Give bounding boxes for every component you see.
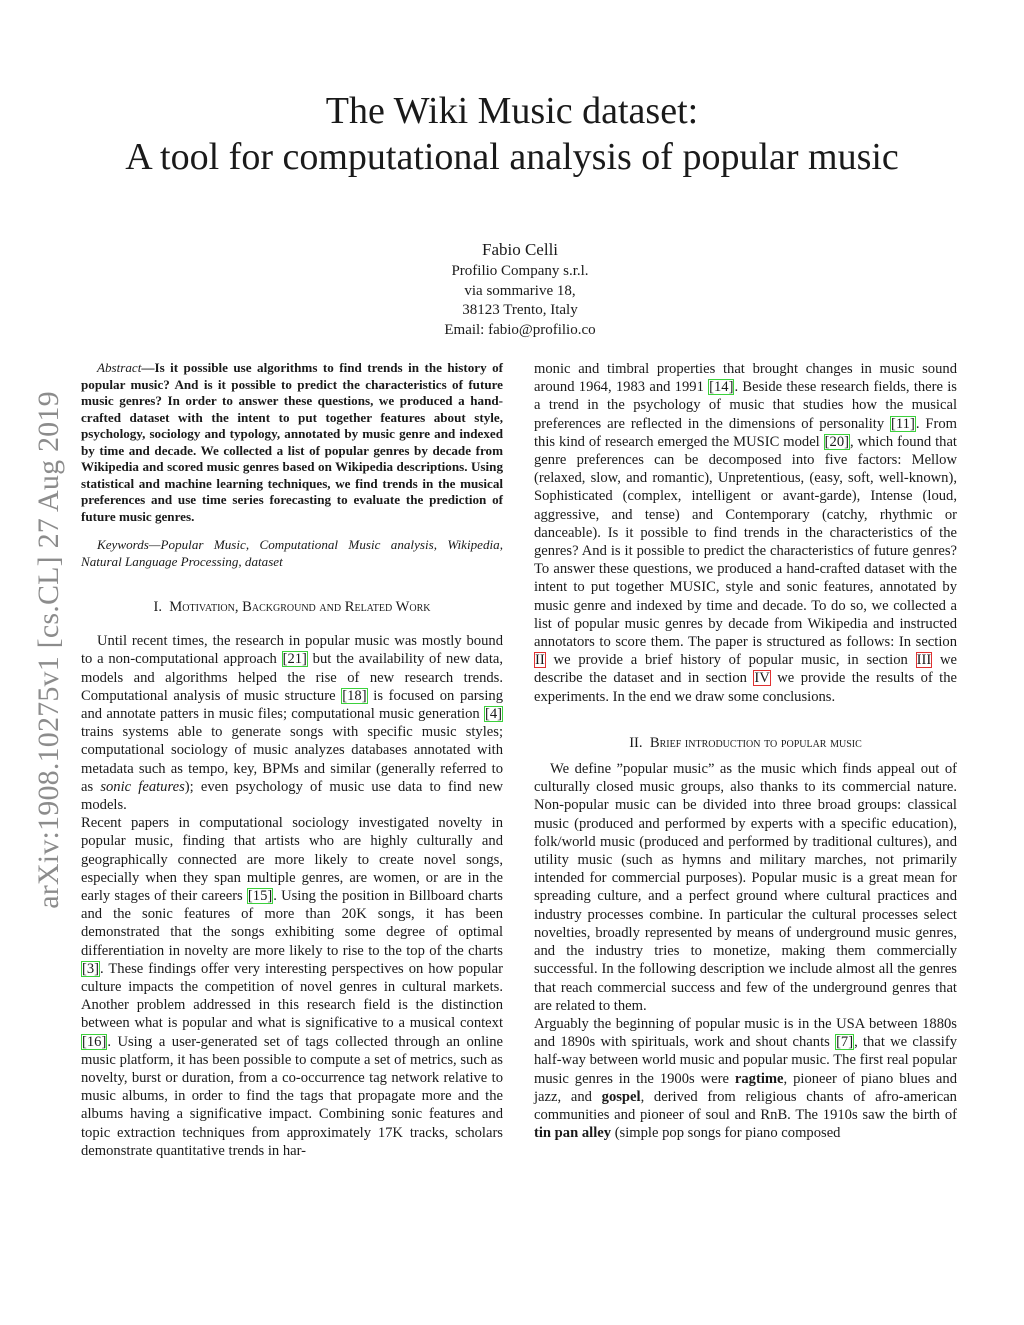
abstract: Abstract—Is it possible use algorithms to find trends in the history of popular music? And is it possible to predict the characteristics of future music genres? In order to answer these questions, we produced a hand-crafted dataset with the intent to put together features about style, psychology, sociology and typology, annotated by music genre and indexed by time and decade. We collected a list of popular genres by decade from Wikipedia and scored music genres based on Wikipedia descriptions. Using statistical and machine learning techniques, we find trends in the musical preferences and use time series forecasting to evaluate the prediction of future music genres. — [81, 360, 503, 524]
citation-link[interactable]: [16] — [82, 1033, 107, 1050]
citation-link[interactable]: [21] — [282, 651, 307, 668]
abstract-label: Abstract — [97, 360, 142, 375]
citation-link[interactable]: [11] — [891, 415, 915, 432]
left-column — [81, 360, 503, 1160]
title-line-1: The Wiki Music dataset: — [325, 90, 699, 132]
section-1-paragraph-1: Until recent times, the research in popular music was mostly bound to a non-computational approach [21] but the availability of new data, models and algorithms helped the rise of new research trends. Computational analysis of music structure [18] is focused on parsing and annotate patters in music files; computational music generation [4] trains systems able to generate songs with specific music styles; computational sociology of music analyzes databases annotated with metadata such as tempo, key, BPMs and similar (generally referred to as sonic features); even psychology of music use data to find new models. — [81, 633, 503, 814]
arxiv-stamp: arXiv:1908.10275v1 [cs.CL] 27 Aug 2019 — [32, 391, 65, 909]
title-line-2: A tool for computational analysis of popular music — [125, 136, 899, 178]
genre-tin-pan-alley: tin pan alley — [534, 1125, 612, 1142]
author-block — [0, 238, 1024, 340]
author-company: Profilio Company s.r.l. — [451, 263, 589, 279]
paper-title — [0, 88, 1024, 180]
citation-link[interactable]: [18] — [342, 687, 367, 704]
section-ref-link[interactable]: IV — [754, 670, 770, 687]
section-2-paragraph-2: Arguably the beginning of popular music is in the USA between 1880s and 1890s with spirituals, work and shout chants [7], that we classify half-way between world music and popular music. The first real popular music genres in the 1900s were ragtime, pioneer of piano blues and jazz, and gospel, derived from religious chants of afro-american communities and pioneer of soul and RnB. The 1910s saw the birth of tin pan alley (simple pop songs for piano composed — [534, 1015, 957, 1142]
keywords-label: Keywords — [97, 537, 149, 552]
citation-link[interactable]: [15] — [247, 888, 273, 905]
section-1-heading: I. Motivation, Background and Related Work — [153, 599, 431, 615]
intro-continuation: monic and timbral properties that brought changes in music sound around 1964, 1983 and 1991 [14]. Beside these research fields, there is a trend in the psychology of music that studies how the musical preferences are reflected in the dimensions of personality [11]. From this kind of research emerged the MUSIC model [20], which found that genre preferences can be decomposed into five factors: Mellow (relaxed, slow, and romantic), Unpretentious, (easy, soft, well-known), Sophisticated (complex, intelligent or avant-garde), Intense (loud, aggressive, and tense) and Contemporary (catchy, rhythmic or danceable). Is it possible to find trends in the characteristics of the genres? And is it possible to predict the characteristics of future genres? To answer these questions, we produced a hand-crafted dataset with the intent to put together MUSIC, style and sonic features, annotated by music genre and indexed by time and decade. To do so, we collected a list of popular music genres by decade from Wikipedia and instructed annotators to score them. The paper is structured as follows: In section II we provide a brief history of popular music, in section III we describe the dataset and in section IV we provide the results of the experiments. In the end we draw some conclusions. — [534, 361, 957, 705]
abstract-text: Is it possible use algorithms to find trends in the history of popular music? And is it possible to predict the characteristics of future music genres? In order to answer these questions, we produced a hand-crafted dataset with the intent to put together features about style, psychology, sociology and typology, annotated by music genre and indexed by time and decade. We collected a list of popular genres by decade from Wikipedia and scored music genres based on Wikipedia descriptions. Using statistical and machine learning techniques, we find trends in the musical preferences and use time series forecasting to evaluate the prediction of future music genres. — [81, 360, 503, 524]
keywords: Keywords—Popular Music, Computational Music analysis, Wikipedia, Natural Language Processing, dataset — [81, 537, 503, 569]
section-1-paragraph-2: Recent papers in computational sociology investigated novelty in popular music, finding that artists who are highly culturally and geographically connected are more likely to create novel songs, especially when they span multiple genres, are women, or are in the early stages of their careers [15]. Using the position in Billboard charts and the sonic features of more than 20K songs, it has been demonstrated that the songs exhibiting some degree of optimal differentiation in novelty are more likely to rise to the top of the charts [3]. These findings offer very interesting perspectives on how popular culture impacts the competition of novel genres in cultural markets. Another problem addressed in this research field is the distinction between what is popular and what is significative to a musical context [16]. Using a user-generated set of tags collected through an online music platform, it has been possible to compute a set of metrics, such as novelty, burst or duration, from a co-occurrence tag network relative to music albums, in order to find the tags that propagate more and the albums having a significative impact. Combining sonic features and topic extraction techniques from approximately 17K tracks, scholars demonstrate quantitative trends in har- — [81, 815, 503, 1159]
author-name: Fabio Celli — [481, 240, 559, 259]
citation-link[interactable]: [7] — [836, 1034, 854, 1051]
section-ref-link[interactable]: II — [535, 652, 545, 669]
section-2-heading: II. Brief introduction to popular music — [629, 734, 862, 751]
author-street: via sommarive 18, — [464, 282, 576, 299]
citation-link[interactable]: [20] — [824, 433, 849, 450]
genre-ragtime: ragtime — [734, 1070, 784, 1087]
citation-link[interactable]: [4] — [484, 706, 502, 723]
section-2-paragraph-1: We define ”popular music” as the music which finds appeal out of culturally closed music groups, also thanks to its commercial nature. Non-popular music can be divided into three broad groups: classical music (produced and performed by experts with a specific education), folk/world music (produced and performed by traditional cultures), and utility music (such as hymns and military marches, not primarily intended for commercial purposes). Popular music is a great mean for spreading culture, and a perfect ground where cultural practices and industry processes combine. In particular the cultural processes select novelties, broadly represented by means of underground music genres, and the industry tries to monetize, making them commercially successful. In the following description we include almost all the genres that reach commercial success and few of the underground genres that are related to them. — [534, 761, 957, 1014]
author-city: 38123 Trento, Italy — [462, 302, 578, 318]
right-column — [534, 360, 957, 1142]
citation-link[interactable]: [3] — [82, 960, 100, 977]
citation-link[interactable]: [14] — [709, 379, 734, 396]
keywords-text: Popular Music, Computational Music analysis, Wikipedia, Natural Language Processing, dataset — [81, 537, 503, 569]
genre-gospel: gospel — [601, 1088, 641, 1105]
section-ref-link[interactable]: III — [916, 652, 932, 669]
author-email: Email: fabio@profilio.co — [444, 321, 596, 338]
